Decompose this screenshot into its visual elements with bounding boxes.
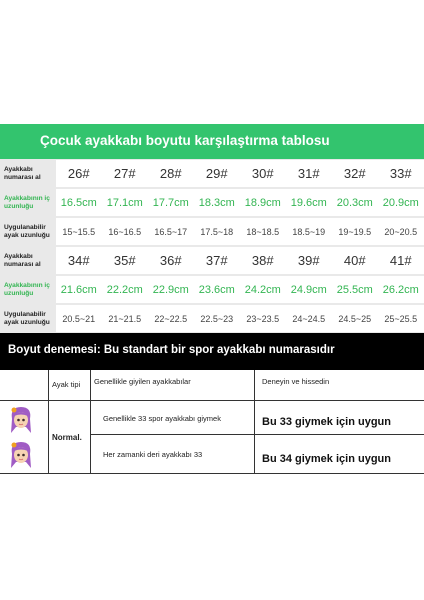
size-table-row	[0, 246, 424, 275]
fit-section-header	[0, 333, 424, 370]
foot-type-value: Normal.	[52, 433, 82, 442]
table-cell: 26.2cm	[378, 276, 424, 303]
table-cell: 22.2cm	[102, 276, 148, 303]
table-cell: 35#	[102, 247, 148, 274]
table-cell: 32#	[332, 160, 378, 187]
table-cell: 24.5~25	[332, 305, 378, 332]
usual-row-1: Genellikle 33 spor ayakkabı giymek	[103, 414, 221, 423]
table-cell: 22.9cm	[148, 276, 194, 303]
table-cell: 16.5cm	[56, 189, 102, 216]
table-cell: 20.3cm	[332, 189, 378, 216]
feel-row-1: Bu 33 giymek için uygun	[262, 416, 391, 428]
size-table-row	[0, 159, 424, 188]
table-cell: 25~25.5	[378, 305, 424, 332]
table-cell: 34#	[56, 247, 102, 274]
row-label: Uygulanabilir ayak uzunluğu	[4, 310, 50, 326]
table-cell: 33#	[378, 160, 424, 187]
table-cell: 24.2cm	[240, 276, 286, 303]
size-table-row	[0, 304, 424, 333]
row-label: Ayakkabının iç uzunluğu	[4, 281, 50, 297]
table-cell: 28#	[148, 160, 194, 187]
row-label: Ayakkabının iç uzunluğu	[4, 194, 50, 210]
banner-title: Çocuk ayakkabı boyutu karşılaştırma tablosu	[40, 133, 330, 148]
table-cell: 22~22.5	[148, 305, 194, 332]
row-label: Uygulanabilir ayak uzunluğu	[4, 223, 50, 239]
table-cell: 22.5~23	[194, 305, 240, 332]
divider	[0, 400, 424, 401]
table-cell: 30#	[240, 160, 286, 187]
size-table-row	[0, 217, 424, 246]
table-cell: 31#	[286, 160, 332, 187]
size-table-row	[0, 275, 424, 304]
header-usual: Genellikle giyilen ayakkabılar	[94, 377, 191, 386]
table-cell: 19.6cm	[286, 189, 332, 216]
table-cell: 16.5~17	[148, 218, 194, 245]
table-cell: 37#	[194, 247, 240, 274]
table-cell: 16~16.5	[102, 218, 148, 245]
table-cell: 24.9cm	[286, 276, 332, 303]
divider	[254, 370, 255, 473]
table-cell: 17.1cm	[102, 189, 148, 216]
size-comparison-table	[0, 159, 424, 333]
table-cell: 20.5~21	[56, 305, 102, 332]
table-cell: 26#	[56, 160, 102, 187]
table-cell: 20~20.5	[378, 218, 424, 245]
row-label: Ayakkabı numarası al	[4, 252, 41, 268]
table-cell: 23.6cm	[194, 276, 240, 303]
divider	[0, 473, 424, 474]
table-cell: 23~23.5	[240, 305, 286, 332]
girl-avatar-icon	[8, 405, 34, 435]
title-banner	[0, 124, 424, 159]
table-cell: 15~15.5	[56, 218, 102, 245]
divider	[90, 434, 424, 435]
table-cell: 18.9cm	[240, 189, 286, 216]
fit-section-title: Boyut denemesi: Bu standart bir spor ayakkabı numarasıdır	[8, 344, 335, 356]
table-cell: 27#	[102, 160, 148, 187]
row-label: Ayakkabı numarası al	[4, 165, 41, 181]
feel-row-2: Bu 34 giymek için uygun	[262, 453, 391, 465]
girl-avatar-icon	[8, 440, 34, 470]
header-foot-type: Ayak tipi	[52, 380, 81, 389]
table-cell: 38#	[240, 247, 286, 274]
table-cell: 19~19.5	[332, 218, 378, 245]
table-cell: 39#	[286, 247, 332, 274]
table-cell: 18.5~19	[286, 218, 332, 245]
table-cell: 18~18.5	[240, 218, 286, 245]
table-cell: 17.5~18	[194, 218, 240, 245]
table-cell: 17.7cm	[148, 189, 194, 216]
table-cell: 36#	[148, 247, 194, 274]
table-cell: 18.3cm	[194, 189, 240, 216]
size-table-row	[0, 188, 424, 217]
table-cell: 20.9cm	[378, 189, 424, 216]
table-cell: 29#	[194, 160, 240, 187]
usual-row-2: Her zamanki deri ayakkabı 33	[103, 450, 203, 459]
table-cell: 21~21.5	[102, 305, 148, 332]
table-cell: 25.5cm	[332, 276, 378, 303]
table-cell: 41#	[378, 247, 424, 274]
divider	[90, 370, 91, 473]
header-feel: Deneyin ve hissedin	[262, 377, 330, 386]
table-cell: 21.6cm	[56, 276, 102, 303]
table-cell: 40#	[332, 247, 378, 274]
divider	[48, 370, 49, 473]
table-cell: 24~24.5	[286, 305, 332, 332]
fit-table	[0, 370, 424, 506]
